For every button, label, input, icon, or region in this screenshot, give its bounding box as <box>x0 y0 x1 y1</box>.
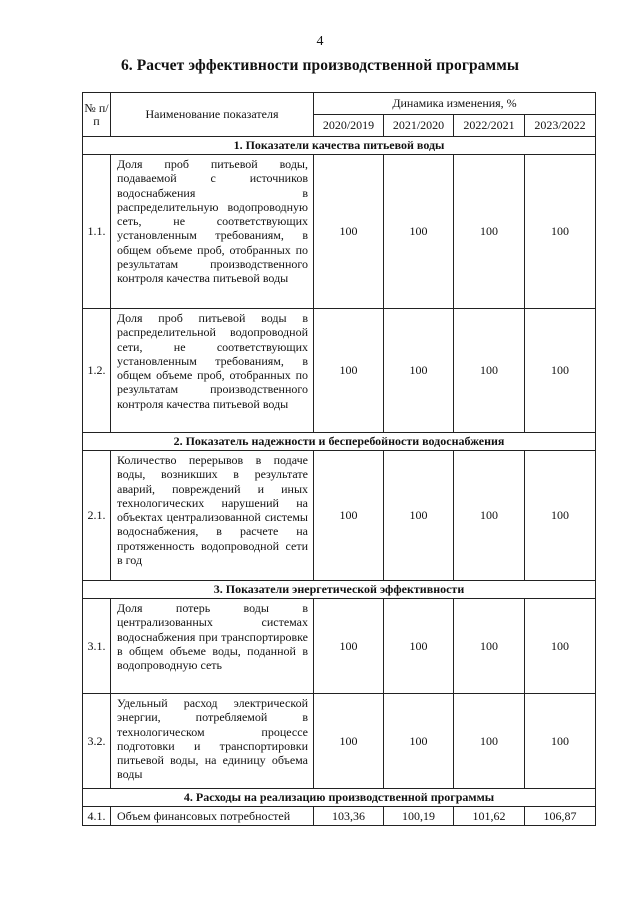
table-row <box>83 309 596 433</box>
value-cell: 100 <box>525 309 596 433</box>
section-title: 2. Показатель надежности и бесперебойности водоснабжения <box>83 433 596 451</box>
value-cell: 100 <box>454 599 525 694</box>
value-cell: 100 <box>454 451 525 581</box>
value-cell: 100,19 <box>384 807 454 826</box>
table-row <box>83 694 596 789</box>
value-cell: 100 <box>454 155 525 309</box>
section-title: 3. Показатели энергетической эффективности <box>83 581 596 599</box>
row-number: 1.1. <box>83 155 111 309</box>
row-number: 3.2. <box>83 694 111 789</box>
value-cell: 100 <box>384 155 454 309</box>
row-number: 1.2. <box>83 309 111 433</box>
value-cell: 100 <box>384 451 454 581</box>
indicator-name: Объем финансовых потребностей <box>111 807 314 826</box>
value-cell: 100 <box>314 155 384 309</box>
indicator-name: Количество перерывов в подаче воды, возникших в результате аварий, повреждений и иных технологических нарушений на объектах централизованной системы водоснабжения, в расчете на протяженность водопроводной сети в год <box>111 451 314 581</box>
value-cell: 100 <box>314 309 384 433</box>
row-number: 2.1. <box>83 451 111 581</box>
indicator-name: Доля проб питьевой воды, подаваемой с источников водоснабжения в распределительную водопроводную сеть, не соответствующих установленным требованиям, в общем объеме проб, отобранных по результатам производственного контроля качества питьевой воды <box>111 155 314 309</box>
table-row <box>83 599 596 694</box>
value-cell: 100 <box>454 694 525 789</box>
value-cell: 100 <box>314 694 384 789</box>
header-dynamics: Динамика изменения, % <box>314 93 596 115</box>
value-cell: 100 <box>384 694 454 789</box>
value-cell: 100 <box>384 599 454 694</box>
indicator-name: Доля потерь воды в централизованных системах водоснабжения при транспортировке в общем объеме воды, поданной в водопроводную сеть <box>111 599 314 694</box>
row-number: 3.1. <box>83 599 111 694</box>
header-year: 2022/2021 <box>454 115 525 137</box>
row-number: 4.1. <box>83 807 111 826</box>
value-cell: 106,87 <box>525 807 596 826</box>
table-row <box>83 451 596 581</box>
page-number: 4 <box>316 34 324 49</box>
value-cell: 101,62 <box>454 807 525 826</box>
section-row <box>83 581 596 599</box>
header-year: 2023/2022 <box>525 115 596 137</box>
efficiency-table <box>82 92 596 826</box>
section-row <box>83 433 596 451</box>
header-year: 2020/2019 <box>314 115 384 137</box>
value-cell: 103,36 <box>314 807 384 826</box>
header-num: № п/п <box>83 93 111 137</box>
indicator-name: Удельный расход электрической энергии, потребляемой в технологическом процессе подготовки и транспортировки питьевой воды, на единицу объема воды <box>111 694 314 789</box>
value-cell: 100 <box>525 451 596 581</box>
value-cell: 100 <box>314 451 384 581</box>
section-row <box>83 137 596 155</box>
value-cell: 100 <box>454 309 525 433</box>
header-year: 2021/2020 <box>384 115 454 137</box>
value-cell: 100 <box>314 599 384 694</box>
indicator-name: Доля проб питьевой воды в распределительной водопроводной сети, не соответствующих установленным требованиям, в общем объеме проб, отобранных по результатам производственного контроля качества питьевой воды <box>111 309 314 433</box>
header-name: Наименование показателя <box>111 93 314 137</box>
value-cell: 100 <box>525 599 596 694</box>
section-row <box>83 789 596 807</box>
value-cell: 100 <box>525 694 596 789</box>
value-cell: 100 <box>384 309 454 433</box>
table-row <box>83 807 596 826</box>
value-cell: 100 <box>525 155 596 309</box>
table-row <box>83 155 596 309</box>
section-title: 4. Расходы на реализацию производственной программы <box>83 789 596 807</box>
table-header-row <box>83 93 596 115</box>
section-title: 1. Показатели качества питьевой воды <box>83 137 596 155</box>
page-title: 6. Расчет эффективности производственной программы <box>120 57 520 74</box>
